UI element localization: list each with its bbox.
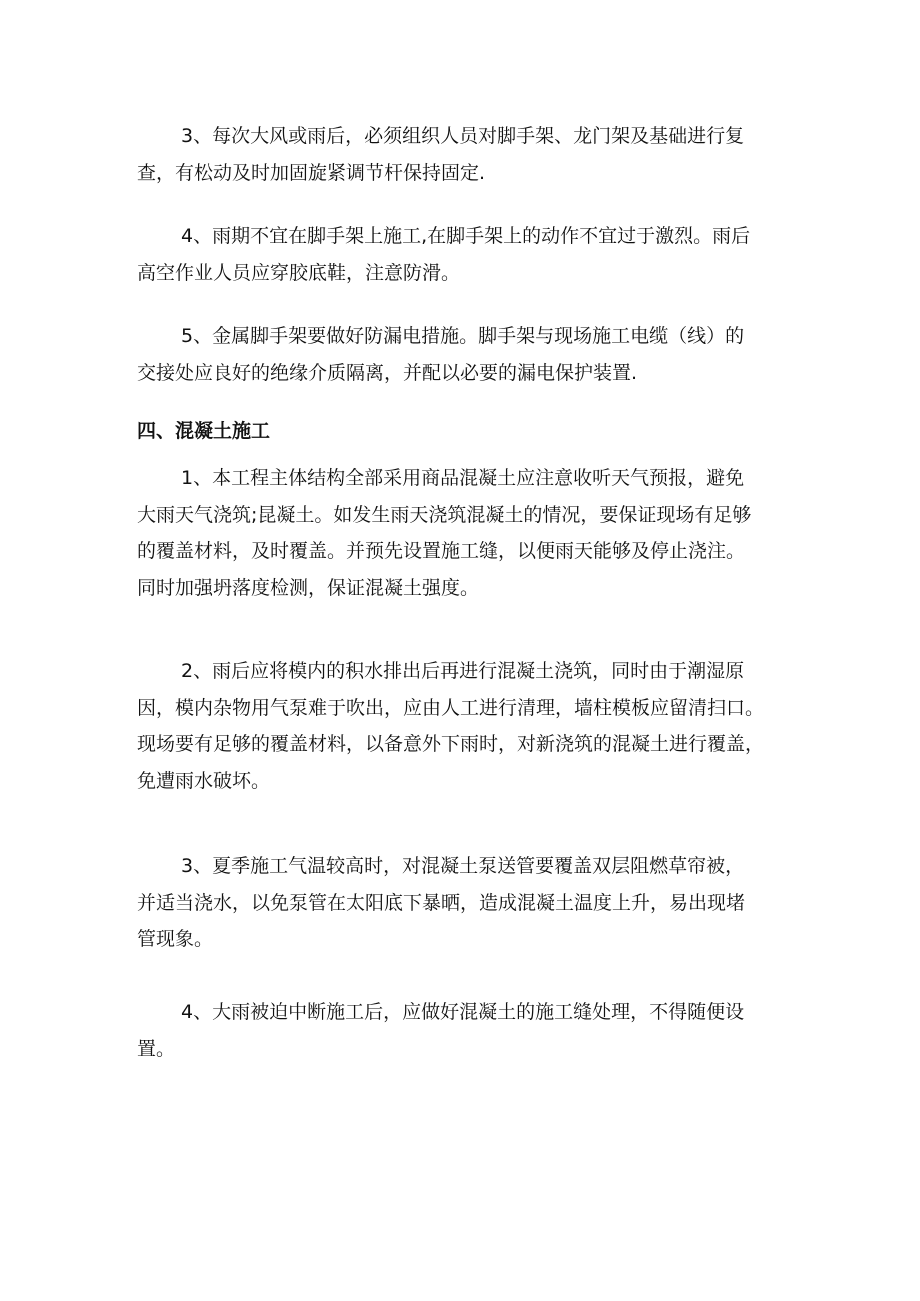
paragraph-line: 交接处应良好的绝缘介质隔离，并配以必要的漏电保护装置. bbox=[137, 361, 638, 384]
paragraph-after-rain-pouring bbox=[137, 653, 764, 799]
paragraph-line: 3、每次大风或雨后，必须组织人员对脚手架、龙门架及基础进行复 bbox=[181, 125, 745, 147]
paragraph-line: 置。 bbox=[137, 1037, 176, 1060]
paragraph-line: 的覆盖材料，及时覆盖。并预先设置施工缝，以便雨天能够及停止浇注。 bbox=[137, 540, 746, 562]
paragraph-summer-construction bbox=[137, 848, 745, 958]
paragraph-line: 大雨天气浇筑;昆凝土。如发生雨天浇筑混凝土的情况，要保证现场有足够 bbox=[137, 503, 752, 526]
paragraph-line: 2、雨后应将模内的积水排出后再进行混凝土浇筑，同时由于潮湿原 bbox=[181, 660, 745, 682]
paragraph-line: 并适当浇水，以免泵管在太阳底下暴晒，造成混凝土温度上升，易出现堵 bbox=[137, 891, 746, 914]
paragraph-line: 管现象。 bbox=[137, 928, 214, 950]
paragraph-line: 4、雨期不宜在脚手架上施工,在脚手架上的动作不宜过于激烈。雨后 bbox=[181, 225, 751, 247]
paragraph-line: 5、金属脚手架要做好防漏电措施。脚手架与现场施工电缆（线）的 bbox=[181, 325, 745, 347]
paragraph-line: 查，有松动及时加固旋紧调节杆保持固定. bbox=[137, 161, 486, 184]
paragraph-line: 4、大雨被迫中断施工后，应做好混凝土的施工缝处理，不得随便设 bbox=[181, 1001, 745, 1023]
paragraph-line: 3、夏季施工气温较高时，对混凝土泵送管要覆盖双层阻燃草帘被， bbox=[181, 855, 745, 877]
paragraph-construction-joint bbox=[137, 994, 744, 1067]
section-heading-concrete: 四、混凝土施工 bbox=[137, 420, 271, 442]
paragraph-line: 同时加强坍落度检测，保证混凝土强度。 bbox=[137, 576, 480, 599]
paragraph-rainy-season-scaffold bbox=[137, 218, 750, 291]
paragraph-line: 免遭雨水破坏。 bbox=[137, 769, 271, 792]
paragraph-scaffold-inspection bbox=[137, 118, 744, 191]
paragraph-leakage-protection bbox=[137, 318, 744, 391]
paragraph-line: 1、本工程主体结构全部采用商品混凝土应注意收听天气预报，避免 bbox=[181, 467, 745, 489]
paragraph-line: 现场要有足够的覆盖材料，以备意外下雨时，对新浇筑的混凝土进行覆盖， bbox=[137, 733, 765, 755]
paragraph-commercial-concrete bbox=[137, 460, 751, 606]
paragraph-line: 因，模内杂物用气泵难于吹出，应由人工进行清理，墙柱模板应留清扫口。 bbox=[137, 696, 765, 719]
paragraph-line: 高空作业人员应穿胶底鞋，注意防滑。 bbox=[137, 261, 461, 284]
